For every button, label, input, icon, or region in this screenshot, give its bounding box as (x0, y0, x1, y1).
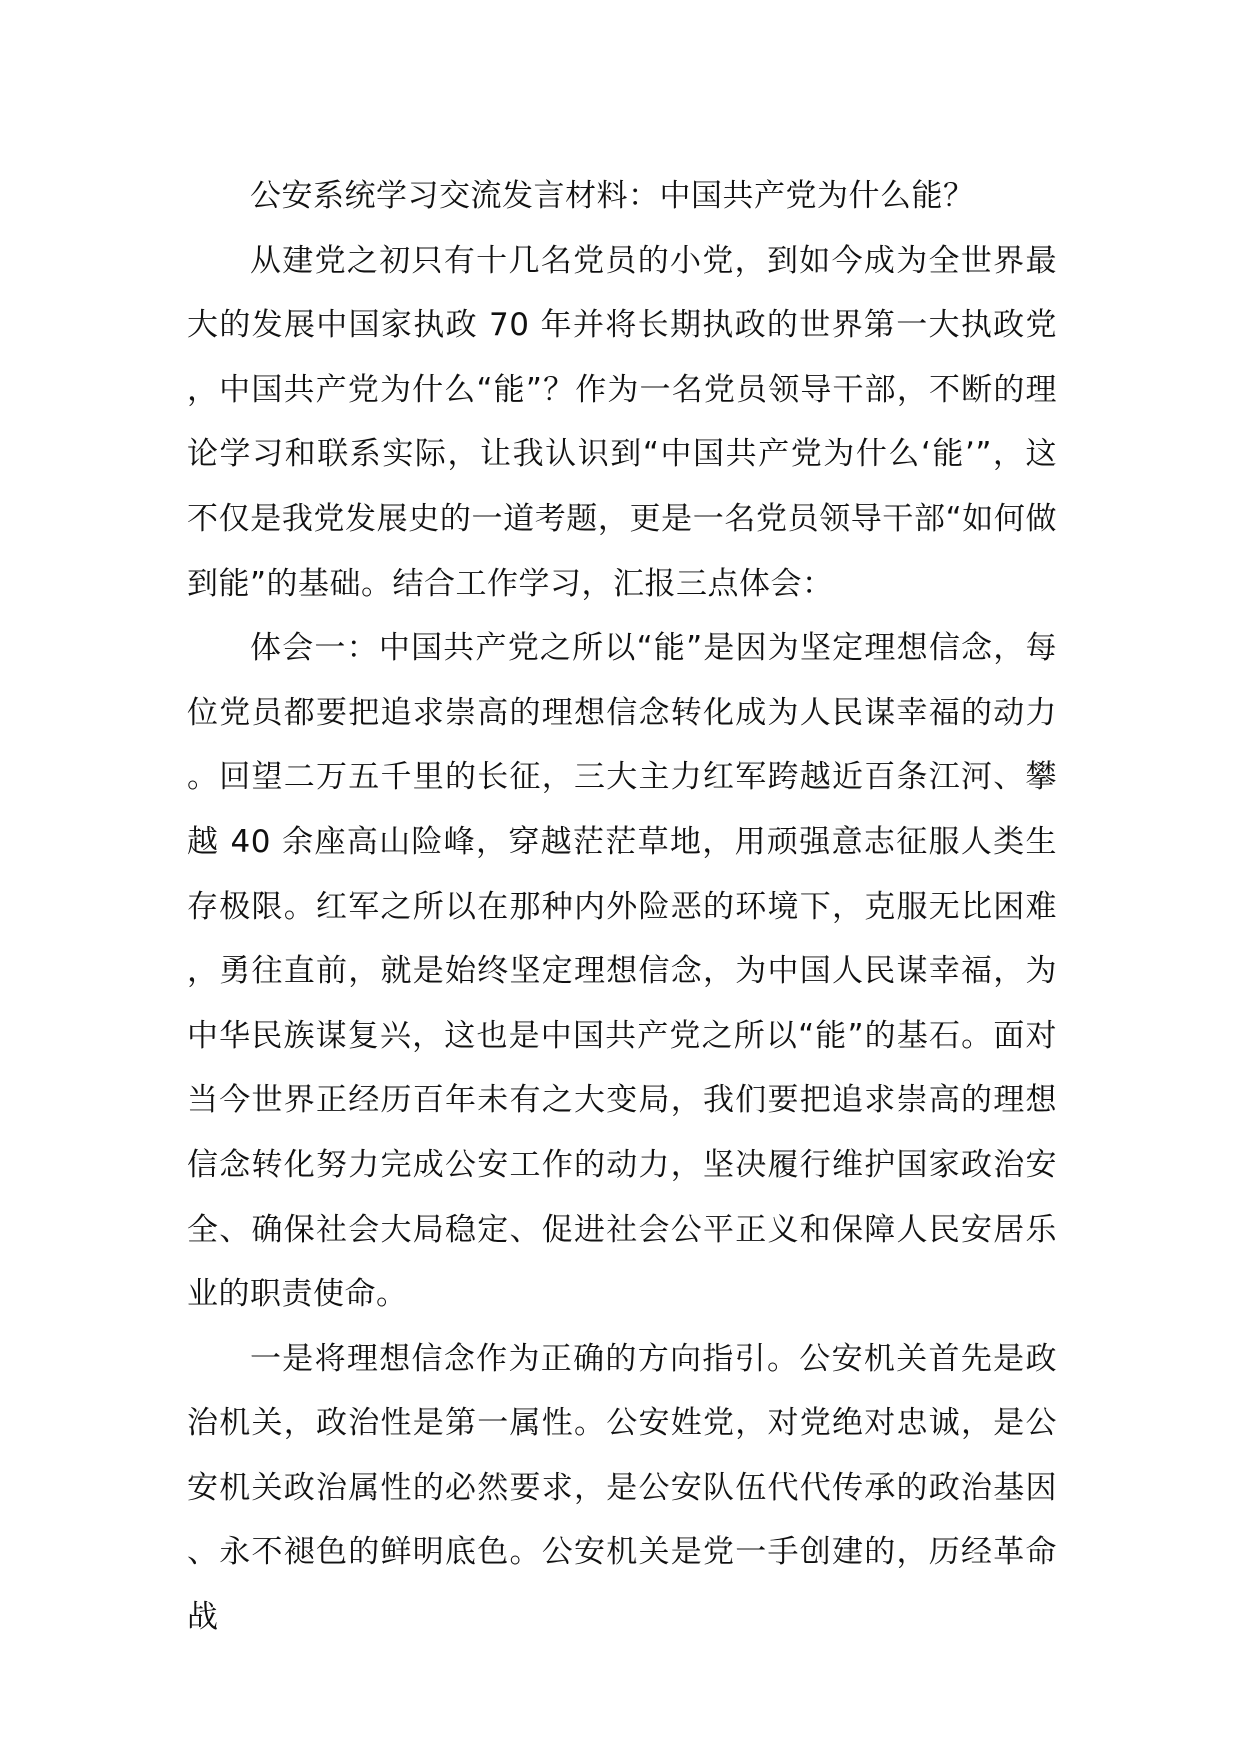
paragraph-insight-one: 体会一：中国共产党之所以“能”是因为坚定理想信念，每位党员都要把追求崇高的理想信念转化成为人民谋幸福的动力。回望二万五千里的长征，三大主力红军跨越近百条江河、攀越 40 余座高山险峰，穿越茫茫草地，用顽强意志征服人类生存极限。红军之所以在那种内外险恶的环境下，克服无比困难，勇往直前，就是始终坚定理想信念，为中国人民谋幸福，为中华民族谋复兴，这也是中国共产党之所以“能”的基石。面对当今世界正经历百年未有之大变局，我们要把追求崇高的理想信念转化努力完成公安工作的动力，坚决履行维护国家政治安全、确保社会大局稳定、促进社会公平正义和保障人民安居乐业的职责使命。 (187, 630, 1057, 1313)
paragraph-point-one: 一是将理想信念作为正确的方向指引。公安机关首先是政治机关，政治性是第一属性。公安姓党，对党绝对忠诚，是公安机关政治属性的必然要求，是公安队伍代代传承的政治基因、永不褪色的鲜明底色。公安机关是党一手创建的，历经革命战 (187, 1340, 1057, 1636)
paragraph-intro: 从建党之初只有十几名党员的小党，到如今成为全世界最大的发展中国家执政 70 年并将长期执政的世界第一大执政党，中国共产党为什么“能”？作为一名党员领导干部，不断的理论学习和联系实际，让我认识到“中国共产党为什么‘能’”，这不仅是我党发展史的一道考题，更是一名党员领导干部“如何做到能”的基础。结合工作学习，汇报三点体会： (187, 242, 1057, 602)
document-title: 公安系统学习交流发言材料：中国共产党为什么能？ (250, 178, 975, 214)
document-body (187, 164, 1057, 1650)
